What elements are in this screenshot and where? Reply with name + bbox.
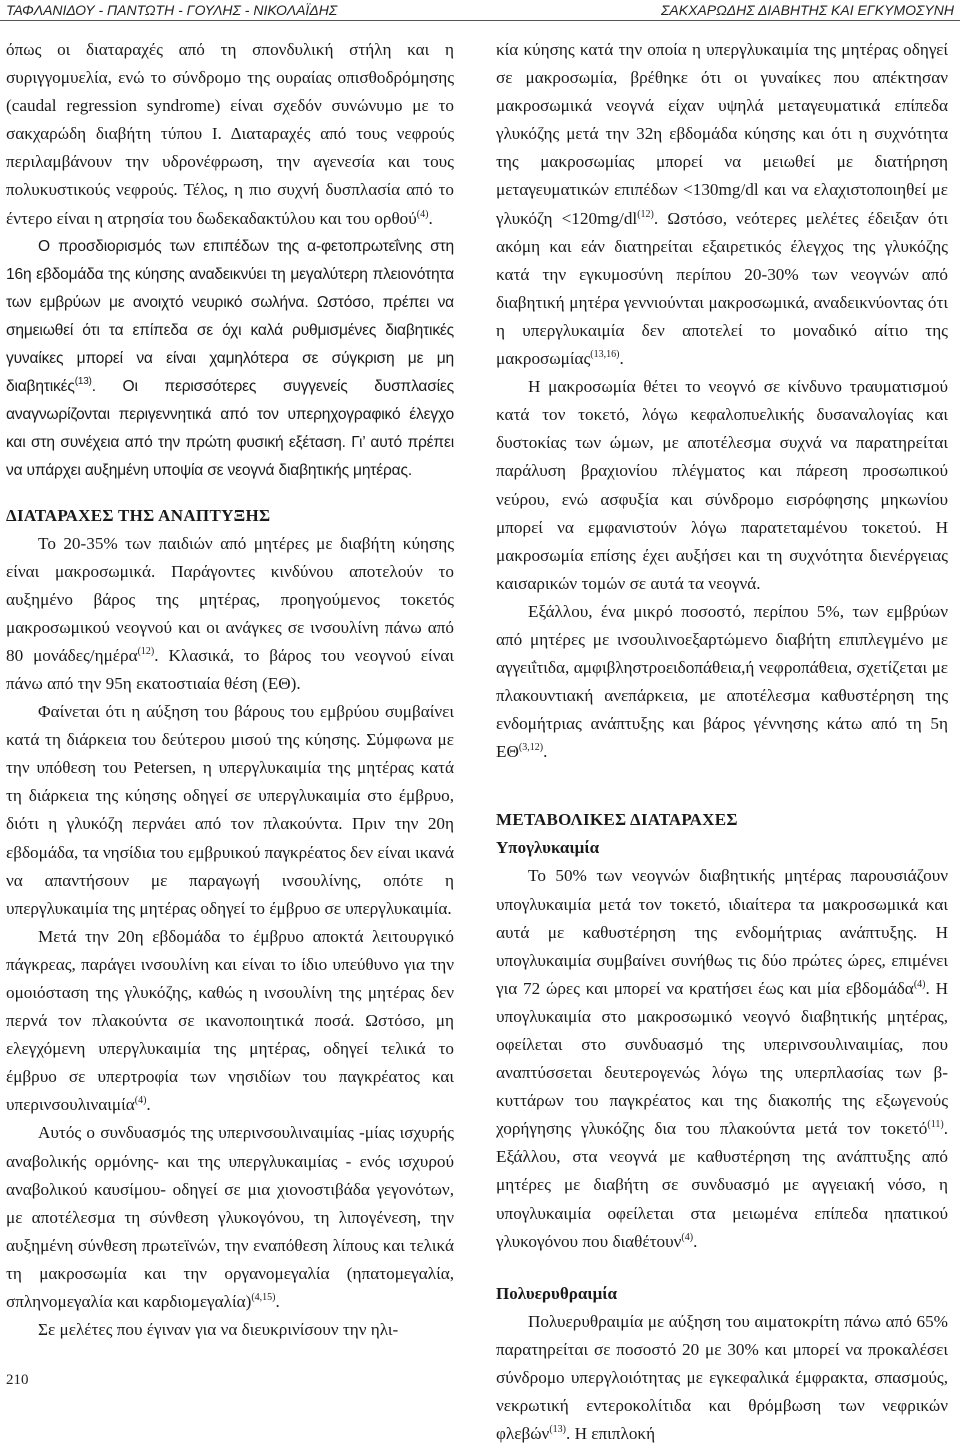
- citation-ref: (4): [681, 1231, 694, 1243]
- paragraph: Η μακροσωμία θέτει το νεογνό σε κίνδυνο τραυματισμού κατά τον τοκετό, λόγω κεφαλοπυελικής δυσαναλογίας και δυστοκίας των ώμων, με αποτέλεσμα συχνά να παρατηρείται παράλυση βραχιονίου πλέγματος και πάρεση προσωπικού νεύρου, ενώ ασφυξία και σύνδρομο εισρόφησης μηκωνίου μπορεί να εμφανιστούν λόγω παρατεταμένου τοκετού. Η μακροσωμία επίσης έχει αυξήσει και τη συχνότητα διενέργειας καισαρικών τομών σε αυτά τα νεογνά.: [496, 377, 948, 593]
- paragraph: όπως οι διαταραχές από τη σπονδυλική στήλη και η συριγγομυελία, ενώ το σύνδρομο της ουραίας οπισθοδρόμησης (caudal regression syndrome) είναι σχεδόν συνώνυμο με το σακχαρώδη διαβήτη τύπου Ι. Διαταραχές από τους νεφρούς περιλαμβάνουν την υδρονέφρωση, την αγενεσία και τους πολυκυστικούς νεφρούς. Τέλος, η πιο συχνή δυσπλασία από το έντερο είναι η ατρησία του δωδεκαδακτύλου και του ορθού$^{(4)}$.: [6, 40, 454, 228]
- right-column: [496, 36, 948, 1448]
- paragraph: Το 50% των νεογνών διαβητικής μητέρας παρουσιάζουν υπογλυκαιμία μετά τον τοκετό, ιδιαίτερα τα μακροσωμικά και αυτά με καθυστέρηση της ενδομήτριας ανάπτυξης. Η υπογλυκαιμία συμβαίνει συνήθως τις δύο πρώτες ώρες, επιμένει για 72 ώρες και μπορεί να κρατήσει έως και μία εβδομάδα$^{(4)}$. Η υπογλυκαιμία στο μακροσωμικό νεογνό διαβητικής μητέρας, οφείλεται στο συνδυασμό της υπερινσουλιναιμίας, που αναπτύσσεται δευτερογενώς λόγω της υπερπλασίας των β-κυττάρων του παγκρέατος και της διακοπής της εξωγενούς χορήγησης γλυκόζης δια του πλακούντα μετά τον τοκετό$^{(11)}$. Εξάλλου, στα νεογνά με καθυστέρηση της ανάπτυξης από μητέρες με διαβήτη σε συνδυασμό με αγγειακή νόσο, η υπογλυκαιμία οφείλεται στα μειωμένα επίπεδα ηπατικού γλυκογόνου που διαθέτουν$^{(4)}$.: [496, 866, 949, 1251]
- page-number: 210: [6, 1372, 29, 1388]
- citation-ref: (3,12): [518, 742, 544, 754]
- paragraph: Εξάλλου, ένα μικρό ποσοστό, περίπου 5%, των εμβρύων από μητέρες με ινσουλινοεξαρτώμενο διαβήτη επιπλεγμένο με αγγειΐτιδα, αμφιβληστροειδοπάθεια,ή νεφροπάθεια, σχετίζεται με πλακουντιακή ανεπάρκεια, με αποτέλεσμα καθυστέρηση της ενδομήτριας ανάπτυξης και βάρος γέννησης κάτω από τη 5η ΕΘ$^{(3,12)}$.: [496, 601, 948, 762]
- spacer: [496, 1256, 948, 1280]
- citation-ref: (13): [74, 376, 92, 388]
- paragraph: Σε μελέτες που έγιναν για να διευκρινίσουν την ηλι-: [38, 1320, 399, 1340]
- citation-ref: (13,16): [590, 349, 620, 361]
- citation-ref: (4): [913, 978, 926, 990]
- section-heading-development: ΔΙΑΤΑΡΑΧΕΣ ΤΗΣ ΑΝΑΠΤΥΞΗΣ: [6, 505, 271, 525]
- paragraph: Αυτός ο συνδυασμός της υπερινσουλιναιμίας -μίας ισχυρής αναβολικής ορμόνης- και της υπεργλυκαιμίας - ενός ισχυρού αναβολικού καυσίμου- οδηγεί σε μια χιονοστιβάδα γεγονότων, με αποτέλεσμα τη σύνθεση γλυκογόνου, τη λιπογένεση, την αυξημένη σύνθεση πρωτεϊνών, την εναπόθεση λίπους και τελικά τη μακροσωμία και την οργανομεγαλία (ηπατομεγαλία, σπληνομεγαλία και καρδιομεγαλία)$^{(4,15)}$.: [6, 1123, 454, 1312]
- citation-ref: (13): [549, 1424, 566, 1436]
- citation-ref: (11): [927, 1119, 944, 1131]
- section-heading-metabolic: ΜΕΤΑΒΟΛΙΚΕΣ ΔΙΑΤΑΡΑΧΕΣ: [496, 810, 738, 830]
- left-column: [6, 36, 454, 1344]
- paragraph: Το 20-35% των παιδιών από μητέρες με διαβήτη κύησης είναι μακροσωμικά. Παράγοντες κινδύνου αποτελούν το αυξημένο βάρος της μητέρας, προηγούμενος τοκετός μακροσωμικού νεογνού και οι ανάγκες σε ινσουλίνη πάνω από 80 μονάδες/ημέρα$^{(12)}$. Κλασικά, το βάρος του νεογνού είναι πάνω από την 95η εκατοστιαία θέση (ΕΘ).: [6, 533, 454, 693]
- subheading-polycythemia: Πολυερυθραιμία: [496, 1283, 617, 1303]
- spacer: [496, 766, 948, 790]
- paragraph: Πολυερυθραιμία με αύξηση του αιματοκρίτη πάνω από 65% παρατηρείται σε ποσοστό 20 με 30% και μπορεί να προκαλέσει σύνδρομο υπεργλοιότητας με εγκεφαλικά έμφρακτα, σπασμούς, νεκρωτική εντεροκολίτιδα και θρόμβωση των νεφρικών φλεβών$^{(13)}$. Η επιπλοκή: [496, 1311, 948, 1444]
- citation-ref: (12): [637, 208, 654, 220]
- citation-ref: (4,15): [251, 1292, 276, 1304]
- paragraph: κία κύησης κατά την οποία η υπεργλυκαιμία της μητέρας οδηγεί σε μακροσωμία, βρέθηκε ότι οι γυναίκες που απέκτησαν μακροσωμικά νεογνά είχαν υψηλά μεταγευματικά επίπεδα γλυκόζης μετά την 32η εβδομάδα κύησης και ότι η συχνότητα της μακροσωμίας μπορεί να μειωθεί με διατήρηση μεταγευματικών επιπέδων <130mg/dl και να ελαχιστοποιηθεί με $\gamma\lambda\upsilon\kappa ό\zeta\eta <120mg/dl^{(12)}$. Ωστόσο, νεότερες μελέτες έδειξαν ότι ακόμη και εάν διατηρείται εξαιρετικός έλεγχος της γλυκόζης κατά την εγκυμοσύνη περίπου 20-30% των νεογνών από διαβητική μητέρα γεννιούνται μακροσωμικά, αναδεικνύοντας ότι η υπεργλυκαιμία δεν αποτελεί το μοναδικό αίτιο της μακροσωμίας$^{(13,16)}$.: [496, 40, 948, 369]
- citation-ref: (4): [416, 208, 429, 220]
- header-rule: [0, 20, 960, 21]
- header-article-title: ΣΑΚΧΑΡΩΔΗΣ ΔΙΑΒΗΤΗΣ ΚΑΙ ΕΓΚΥΜΟΣΥΝΗ: [661, 2, 954, 18]
- header-authors: ΤΑΦΛΑΝΙΔΟΥ - ΠΑΝΤΩΤΗ - ΓΟΥΛΗΣ - ΝΙΚΟΛΑΪΔΗΣ: [6, 2, 338, 18]
- paragraph: Ο προσδιορισμός των επιπέδων της α-φετοπρωτεΐνης στη 16η εβδομάδα της κύησης αναδεικνύει τη μεγαλύτερη πλειονότητα των εμβρύων με ανοιχτό νευρικό σωλήνα. Ωστόσο, πρέπει να σημειωθεί ότι τα επίπεδα σε όχι καλά ρυθμισμένες διαβητικές γυναίκες μπορεί να είναι χαμηλότερα σε σύγκριση με μη διαβητικές$^{(13)}$. Οι περισσότερες συγγενείς δυσπλασίες αναγνωρίζονται περιγεννητικά από τον υπερηχογραφικό έλεγχο και στη συνέχεια από την πρώτη φυσική εξέταση. Γι’ αυτό πρέπει να υπάρχει αυξημένη υποψία σε νεογνά διαβητικής μητέρας.: [6, 237, 454, 480]
- paragraph: Φαίνεται ότι η αύξηση του βάρους του εμβρύου συμβαίνει κατά τη διάρκεια του δεύτερου μισού της κύησης. Σύμφωνα με την υπόθεση του Petersen, η υπεργλυκαιμία της μητέρας κατά τη διάρκεια της κύησης οδηγεί σε υπεργλυκαιμία στο έμβρυο, διότι η γλυκόζη περνάει από τον πλακούντα. Πριν την 20η εβδομάδα, τα νησίδια του εμβρυικού παγκρέατος δεν είναι ικανά να απαντήσουν με παραγωγή ινσουλίνης, οπότε η υπεργλυκαιμία της μητέρας οδηγεί το έμβρυο σε υπεργλυκαιμία.: [6, 702, 454, 918]
- subheading-hypoglycemia: Υπογλυκαιμία: [496, 838, 600, 858]
- paragraph: Μετά την 20η εβδομάδα το έμβρυο αποκτά λειτουργικό πάγκρεας, παράγει ινσουλίνη και είναι το ίδιο υπεύθυνο για την ομοιόσταση της γλυκόζης, καθώς η ινσουλίνη της μητέρας δεν περνά τον πλακούντα σε ικανοποιητικά ποσά. Ωστόσο, μη ελεγχόμενη υπεργλυκαιμία της μητέρας, οδηγεί τελικά το έμβρυο σε υπερτροφία των νησιδίων του παγκρέατος και υπερινσουλιναιμία$^{(4)}$.: [6, 926, 454, 1115]
- citation-ref: (4): [134, 1095, 147, 1107]
- citation-ref: (12): [137, 645, 155, 657]
- running-header: [0, 0, 960, 22]
